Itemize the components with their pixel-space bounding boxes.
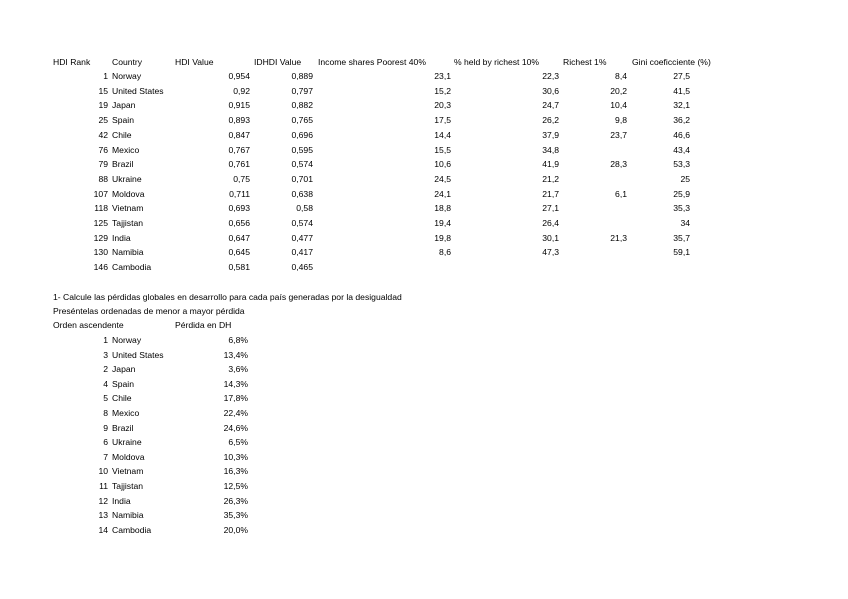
cell-loss: 12,5% bbox=[223, 481, 248, 491]
header-poorest-40: Income shares Poorest 40% bbox=[318, 57, 426, 67]
cell-loss: 20,0% bbox=[223, 524, 248, 535]
cell-hdi-rank: 79 bbox=[98, 159, 108, 170]
cell-ihdi-value: 0,889 bbox=[291, 71, 313, 81]
cell-ihdi-value: 0,882 bbox=[291, 100, 313, 111]
cell-hdi-rank: 118 bbox=[94, 203, 108, 214]
cell-hdi-rank: 130 bbox=[93, 247, 108, 258]
question-line-1: 1- Calcule las pérdidas globales en desarrollo para cada país generadas por la desigualdad bbox=[53, 292, 402, 302]
cell-ihdi-value: 0,58 bbox=[296, 203, 313, 214]
cell-ihdi-value: 0,797 bbox=[291, 85, 313, 96]
cell-ihdi-value: 0,595 bbox=[291, 144, 313, 155]
table-row bbox=[0, 364, 848, 379]
cell-ihdi-value: 0,765 bbox=[291, 115, 313, 126]
cell-hdi-rank: 88 bbox=[98, 173, 108, 184]
cell-loss: 26,3% bbox=[223, 495, 248, 506]
cell-loss: 35,3% bbox=[223, 510, 248, 521]
cell-loss: 24,6% bbox=[223, 422, 248, 433]
cell-order: 7 bbox=[103, 451, 108, 462]
cell-country: Norway bbox=[112, 335, 142, 345]
cell-country: Norway bbox=[112, 71, 142, 81]
cell-order: 14 bbox=[98, 524, 108, 535]
cell-order: 4 bbox=[103, 378, 108, 389]
cell-hdi-value: 0,75 bbox=[233, 173, 250, 184]
cell-gini: 53,3 bbox=[673, 159, 690, 170]
table-row bbox=[0, 233, 848, 248]
table-row bbox=[0, 496, 848, 511]
cell-country: Brazil bbox=[112, 159, 134, 170]
cell-richest-10: 34,8 bbox=[542, 144, 559, 155]
cell-hdi-rank: 76 bbox=[98, 144, 108, 155]
cell-country: Cambodia bbox=[112, 524, 152, 535]
cell-country: Vietnam bbox=[112, 466, 144, 477]
cell-gini: 27,5 bbox=[673, 71, 690, 81]
cell-hdi-rank: 1 bbox=[103, 71, 108, 81]
table-row bbox=[0, 100, 848, 115]
cell-loss: 14,3% bbox=[223, 378, 248, 389]
cell-gini: 46,6 bbox=[673, 129, 690, 140]
cell-ihdi-value: 0,574 bbox=[291, 159, 313, 170]
header-ihdi-value: IDHDI Value bbox=[254, 57, 302, 67]
table-row bbox=[0, 437, 848, 452]
cell-richest-10: 26,2 bbox=[542, 115, 559, 126]
cell-hdi-value: 0,954 bbox=[228, 71, 250, 81]
cell-country: Mexico bbox=[112, 144, 140, 155]
cell-country: Japan bbox=[112, 100, 136, 111]
cell-ihdi-value: 0,638 bbox=[291, 188, 313, 199]
cell-hdi-value: 0,581 bbox=[228, 262, 250, 273]
cell-order: 12 bbox=[98, 495, 108, 506]
cell-richest-1: 8,4 bbox=[615, 71, 627, 81]
header-gini: Gini coeficciente (%) bbox=[632, 57, 711, 67]
header-richest-1: Richest 1% bbox=[563, 57, 607, 67]
cell-country: Ukraine bbox=[112, 173, 142, 184]
cell-gini: 35,3 bbox=[673, 203, 690, 214]
table-row bbox=[0, 525, 848, 540]
cell-richest-10: 30,1 bbox=[542, 232, 559, 243]
cell-country: Tajjistan bbox=[112, 481, 144, 491]
header-hdi-rank: HDI Rank bbox=[53, 57, 91, 67]
table-row bbox=[0, 423, 848, 438]
cell-hdi-value: 0,893 bbox=[228, 115, 250, 126]
cell-country: Japan bbox=[112, 364, 136, 375]
cell-order: 3 bbox=[103, 349, 108, 360]
cell-order: 10 bbox=[98, 466, 108, 477]
cell-country: Vietnam bbox=[112, 203, 144, 214]
cell-country: Chile bbox=[112, 393, 132, 404]
cell-country: Ukraine bbox=[112, 437, 142, 448]
cell-order: 8 bbox=[103, 408, 108, 418]
cell-richest-10: 22,3 bbox=[542, 71, 559, 81]
cell-country: Moldova bbox=[112, 451, 145, 462]
table-row bbox=[0, 452, 848, 467]
cell-hdi-value: 0,915 bbox=[228, 100, 250, 111]
cell-poorest-40: 17,5 bbox=[434, 115, 451, 126]
header-country: Country bbox=[112, 57, 143, 67]
table-row bbox=[0, 247, 848, 262]
cell-loss: 22,4% bbox=[223, 408, 248, 418]
cell-hdi-value: 0,711 bbox=[229, 188, 250, 199]
cell-poorest-40: 24,1 bbox=[434, 188, 451, 199]
question-line-2: Preséntelas ordenadas de menor a mayor pérdida bbox=[53, 306, 245, 316]
cell-ihdi-value: 0,465 bbox=[291, 262, 313, 273]
cell-poorest-40: 24,5 bbox=[434, 173, 451, 184]
table-row bbox=[0, 393, 848, 408]
table-row bbox=[0, 145, 848, 160]
cell-hdi-rank: 107 bbox=[93, 188, 108, 199]
cell-hdi-value: 0,656 bbox=[228, 218, 250, 228]
cell-ihdi-value: 0,477 bbox=[291, 232, 313, 243]
cell-order: 6 bbox=[103, 437, 108, 448]
cell-country: India bbox=[112, 232, 131, 243]
cell-order: 2 bbox=[103, 364, 108, 375]
table-row bbox=[0, 189, 848, 204]
cell-gini: 41,5 bbox=[673, 85, 690, 96]
cell-gini: 43,4 bbox=[673, 144, 690, 155]
table-row bbox=[0, 481, 848, 496]
cell-richest-10: 27,1 bbox=[542, 203, 559, 214]
cell-hdi-value: 0,645 bbox=[228, 247, 250, 258]
cell-richest-10: 41,9 bbox=[542, 159, 559, 170]
cell-loss: 16,3% bbox=[223, 466, 248, 477]
cell-country: Mexico bbox=[112, 408, 140, 418]
cell-loss: 10,3% bbox=[223, 451, 248, 462]
table-row bbox=[0, 350, 848, 365]
cell-richest-10: 30,6 bbox=[542, 85, 559, 96]
cell-hdi-rank: 146 bbox=[93, 262, 108, 273]
table-row bbox=[0, 379, 848, 394]
table-row bbox=[0, 159, 848, 174]
cell-richest-10: 47,3 bbox=[542, 247, 559, 258]
header-richest-10: % held by richest 10% bbox=[454, 57, 540, 67]
cell-ihdi-value: 0,417 bbox=[291, 247, 313, 258]
cell-order: 11 bbox=[99, 481, 108, 491]
cell-richest-10: 21,2 bbox=[542, 173, 559, 184]
cell-gini: 25,9 bbox=[673, 188, 690, 199]
cell-loss: 3,6% bbox=[228, 364, 248, 375]
cell-country: Moldova bbox=[112, 188, 145, 199]
table-row bbox=[0, 203, 848, 218]
cell-poorest-40: 19,4 bbox=[434, 218, 451, 228]
cell-gini: 34 bbox=[680, 218, 690, 228]
cell-loss: 13,4% bbox=[223, 349, 248, 360]
cell-richest-10: 24,7 bbox=[542, 100, 559, 111]
cell-hdi-value: 0,647 bbox=[228, 232, 250, 243]
cell-poorest-40: 19,8 bbox=[434, 232, 451, 243]
cell-richest-10: 26,4 bbox=[542, 218, 559, 228]
cell-order: 13 bbox=[98, 510, 108, 521]
cell-hdi-rank: 25 bbox=[98, 115, 108, 126]
cell-country: Spain bbox=[112, 115, 134, 126]
cell-poorest-40: 15,5 bbox=[434, 144, 451, 155]
cell-ihdi-value: 0,574 bbox=[291, 218, 313, 228]
cell-gini: 36,2 bbox=[673, 115, 690, 126]
table-row bbox=[0, 71, 848, 86]
cell-gini: 25 bbox=[680, 173, 690, 184]
cell-order: 1 bbox=[103, 335, 108, 345]
cell-ihdi-value: 0,696 bbox=[291, 129, 313, 140]
table-row bbox=[0, 510, 848, 525]
cell-hdi-rank: 42 bbox=[98, 129, 108, 140]
cell-richest-10: 37,9 bbox=[542, 129, 559, 140]
cell-hdi-value: 0,92 bbox=[233, 85, 250, 96]
cell-country: Tajjistan bbox=[112, 218, 144, 228]
cell-richest-1: 23,7 bbox=[610, 129, 627, 140]
cell-country: United States bbox=[112, 85, 164, 96]
cell-country: United States bbox=[112, 349, 164, 360]
cell-hdi-value: 0,847 bbox=[228, 129, 250, 140]
table-row bbox=[0, 408, 848, 423]
cell-loss: 17,8% bbox=[223, 393, 248, 404]
cell-hdi-rank: 125 bbox=[93, 218, 108, 228]
cell-loss: 6,5% bbox=[228, 437, 248, 448]
cell-country: Spain bbox=[112, 378, 134, 389]
cell-richest-1: 28,3 bbox=[610, 159, 627, 170]
cell-order: 5 bbox=[103, 393, 108, 404]
cell-richest-10: 21,7 bbox=[542, 188, 559, 199]
cell-richest-1: 20,2 bbox=[610, 85, 627, 96]
cell-poorest-40: 8,6 bbox=[439, 247, 451, 258]
cell-poorest-40: 18,8 bbox=[434, 203, 451, 214]
table-row bbox=[0, 466, 848, 481]
cell-poorest-40: 23,1 bbox=[434, 71, 451, 81]
header-orden-ascendente: Orden ascendente bbox=[53, 320, 124, 330]
table-row bbox=[0, 218, 848, 233]
cell-richest-1: 10,4 bbox=[610, 100, 627, 111]
table-row bbox=[0, 262, 848, 277]
cell-gini: 32,1 bbox=[673, 100, 690, 111]
cell-order: 9 bbox=[103, 422, 108, 433]
cell-gini: 35,7 bbox=[673, 232, 690, 243]
cell-country: India bbox=[112, 495, 131, 506]
cell-poorest-40: 15,2 bbox=[434, 85, 451, 96]
table-row bbox=[0, 130, 848, 145]
cell-country: Chile bbox=[112, 129, 132, 140]
cell-country: Namibia bbox=[112, 247, 144, 258]
cell-hdi-rank: 129 bbox=[93, 232, 108, 243]
cell-richest-1: 9,8 bbox=[615, 115, 627, 126]
table-row bbox=[0, 335, 848, 350]
cell-hdi-value: 0,761 bbox=[228, 159, 250, 170]
cell-ihdi-value: 0,701 bbox=[291, 173, 313, 184]
cell-poorest-40: 10,6 bbox=[434, 159, 451, 170]
cell-richest-1: 6,1 bbox=[615, 188, 627, 199]
cell-country: Brazil bbox=[112, 422, 134, 433]
cell-richest-1: 21,3 bbox=[610, 232, 627, 243]
cell-hdi-value: 0,767 bbox=[228, 144, 250, 155]
cell-gini: 59,1 bbox=[673, 247, 690, 258]
cell-poorest-40: 20,3 bbox=[434, 100, 451, 111]
header-perdida-dh: Pérdida en DH bbox=[175, 320, 232, 330]
table-row bbox=[0, 115, 848, 130]
table-row bbox=[0, 174, 848, 189]
cell-poorest-40: 14,4 bbox=[434, 129, 451, 140]
cell-loss: 6,8% bbox=[228, 335, 248, 345]
cell-hdi-value: 0,693 bbox=[228, 203, 250, 214]
cell-country: Cambodia bbox=[112, 262, 152, 273]
cell-hdi-rank: 19 bbox=[98, 100, 108, 111]
table-row bbox=[0, 86, 848, 101]
header-hdi-value: HDI Value bbox=[175, 57, 214, 67]
cell-hdi-rank: 15 bbox=[98, 85, 108, 96]
cell-country: Namibia bbox=[112, 510, 144, 521]
